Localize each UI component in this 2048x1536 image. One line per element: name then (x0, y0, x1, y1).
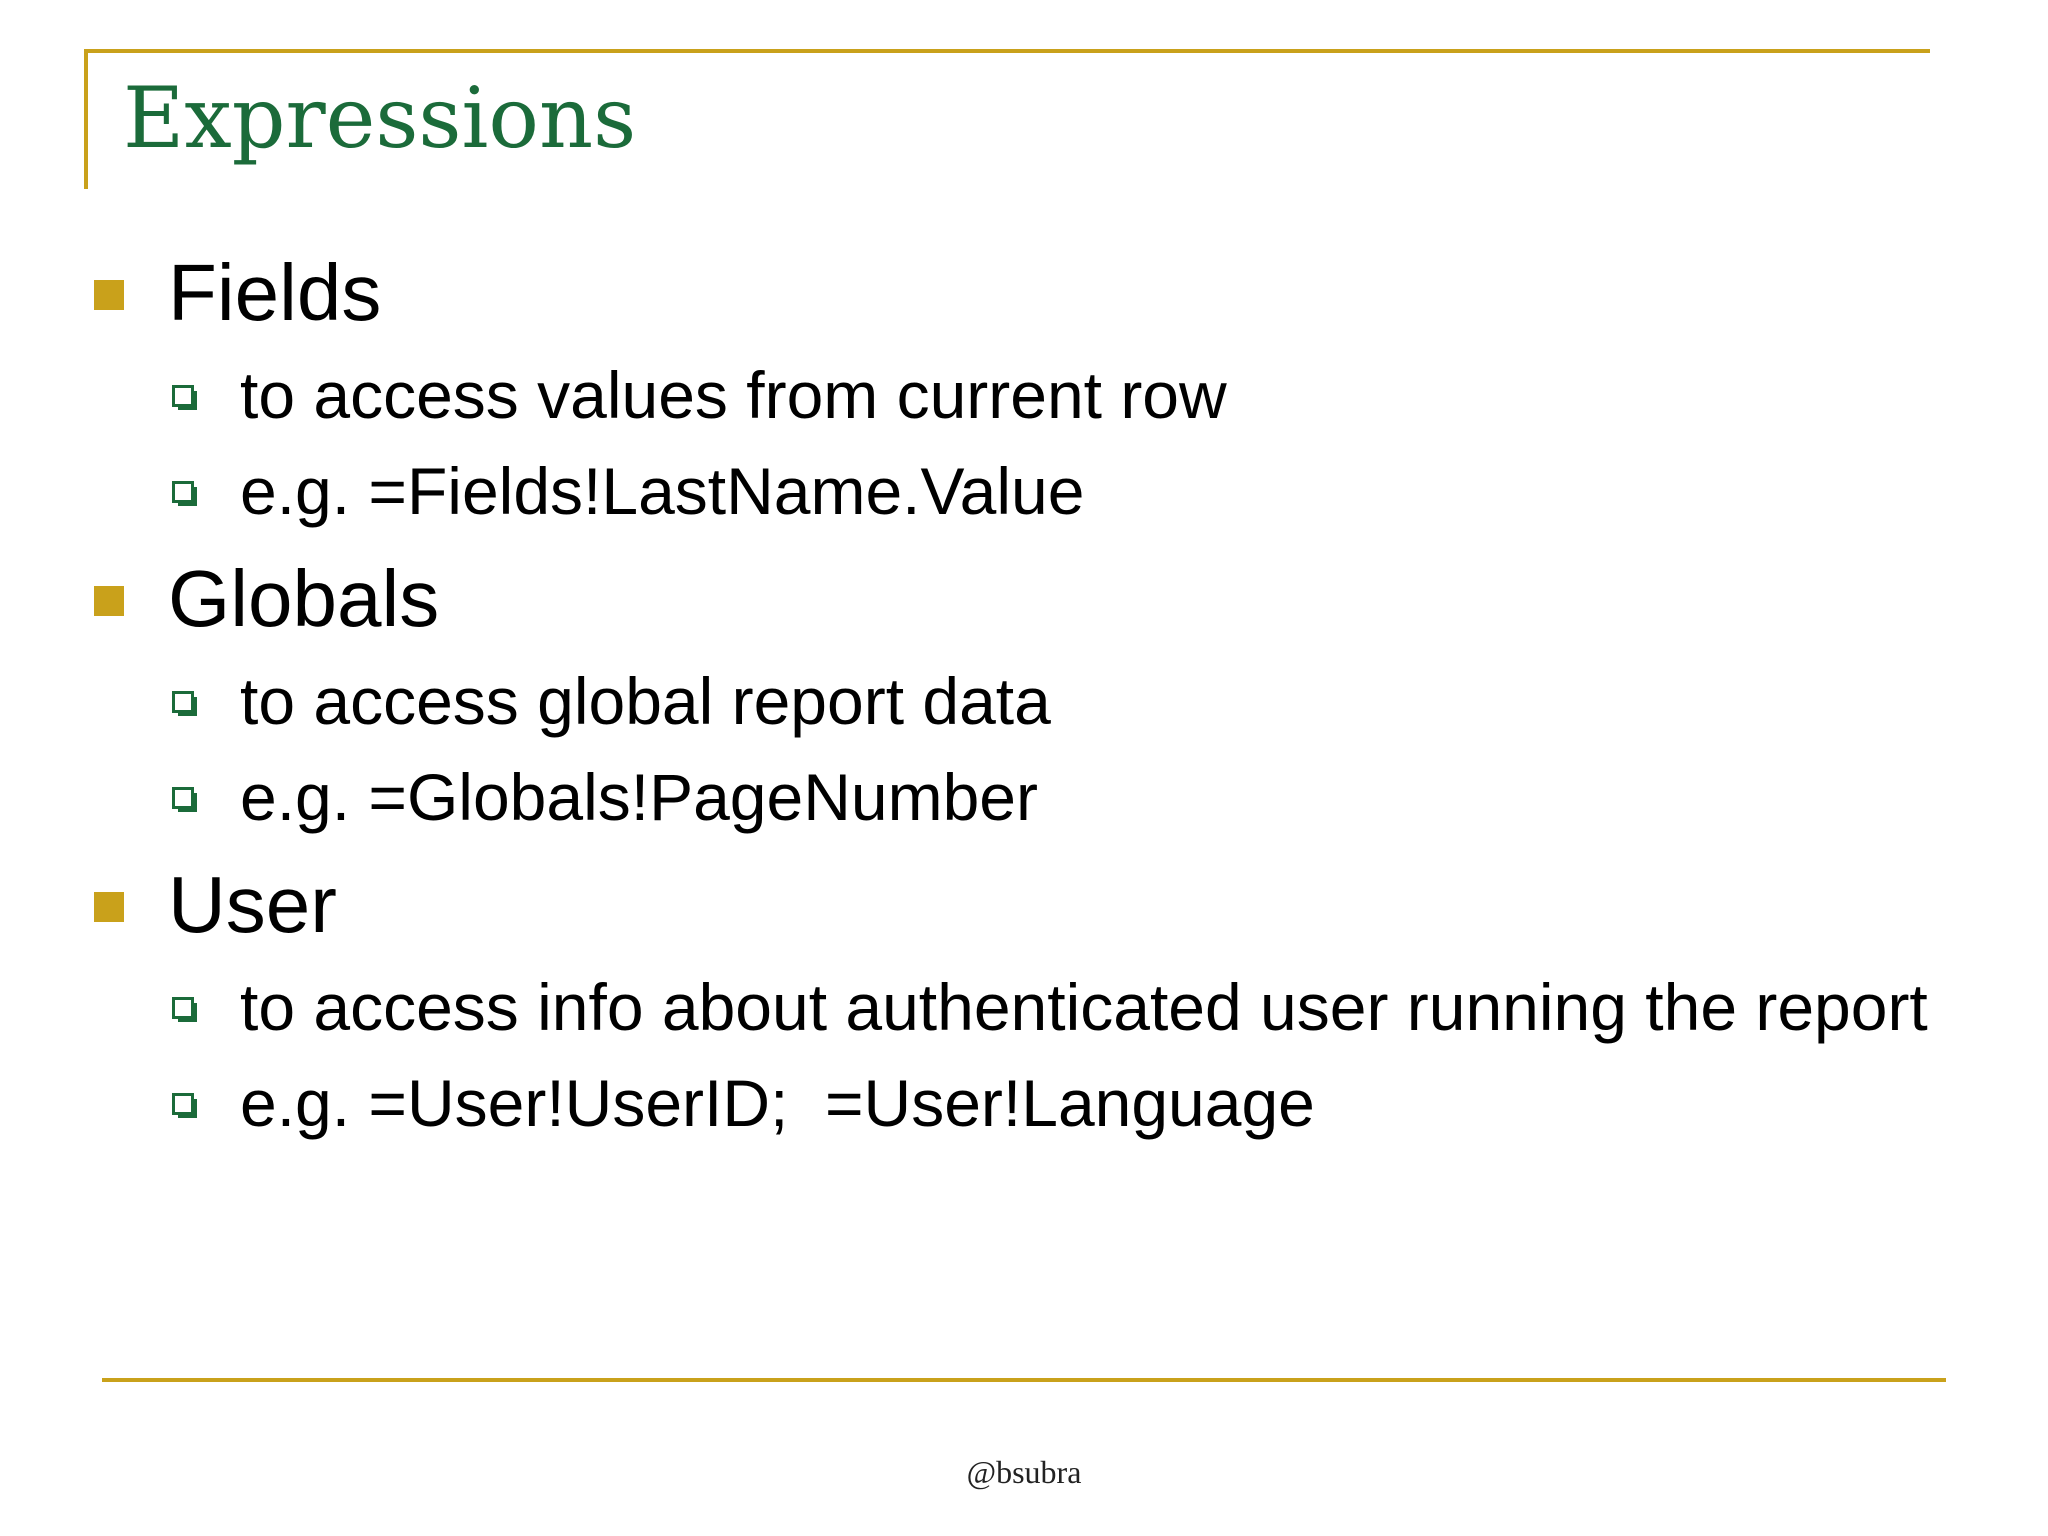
sub-bullet-text: e.g. =Fields!LastName.Value (240, 454, 1085, 528)
bullet-content (88, 240, 1968, 1158)
sub-bullet-list (168, 354, 1968, 532)
bullet-heading (88, 240, 1968, 346)
title-frame-top-line (84, 49, 1930, 53)
checkbox-bullet-icon (172, 997, 194, 1019)
sub-bullet-text: to access global report data (240, 664, 1051, 738)
sub-bullet-list (168, 966, 1968, 1144)
square-bullet-icon (94, 892, 124, 922)
sub-bullet-text: e.g. =User!UserID; =User!Language (240, 1066, 1315, 1140)
sub-bullet-text: e.g. =Globals!PageNumber (240, 760, 1038, 834)
sub-bullet (168, 450, 1968, 532)
footer-author: @bsubra (966, 1454, 1082, 1490)
sub-bullet (168, 1062, 1968, 1144)
checkbox-bullet-icon (172, 481, 194, 503)
bullet-heading-text: Fields (168, 248, 382, 337)
square-bullet-icon (94, 586, 124, 616)
sub-bullet (168, 354, 1968, 436)
section-globals (88, 546, 1968, 838)
sub-bullet-text: to access values from current row (240, 358, 1227, 432)
square-bullet-icon (94, 280, 124, 310)
sub-bullet (168, 660, 1968, 742)
sub-bullet (168, 966, 1968, 1048)
bullet-heading (88, 852, 1968, 958)
checkbox-bullet-icon (172, 787, 194, 809)
sub-bullet-list (168, 660, 1968, 838)
title-frame-left-line (84, 49, 88, 189)
footer-divider (102, 1378, 1946, 1382)
checkbox-bullet-icon (172, 1093, 194, 1115)
slide-title: Expressions (123, 69, 637, 167)
bullet-heading-text: User (168, 860, 337, 949)
section-fields (88, 240, 1968, 532)
bullet-heading-text: Globals (168, 554, 440, 643)
bullet-heading (88, 546, 1968, 652)
section-user (88, 852, 1968, 1144)
sub-bullet-text: to access info about authenticated user running the report (240, 970, 1928, 1044)
checkbox-bullet-icon (172, 691, 194, 713)
checkbox-bullet-icon (172, 385, 194, 407)
sub-bullet (168, 756, 1968, 838)
